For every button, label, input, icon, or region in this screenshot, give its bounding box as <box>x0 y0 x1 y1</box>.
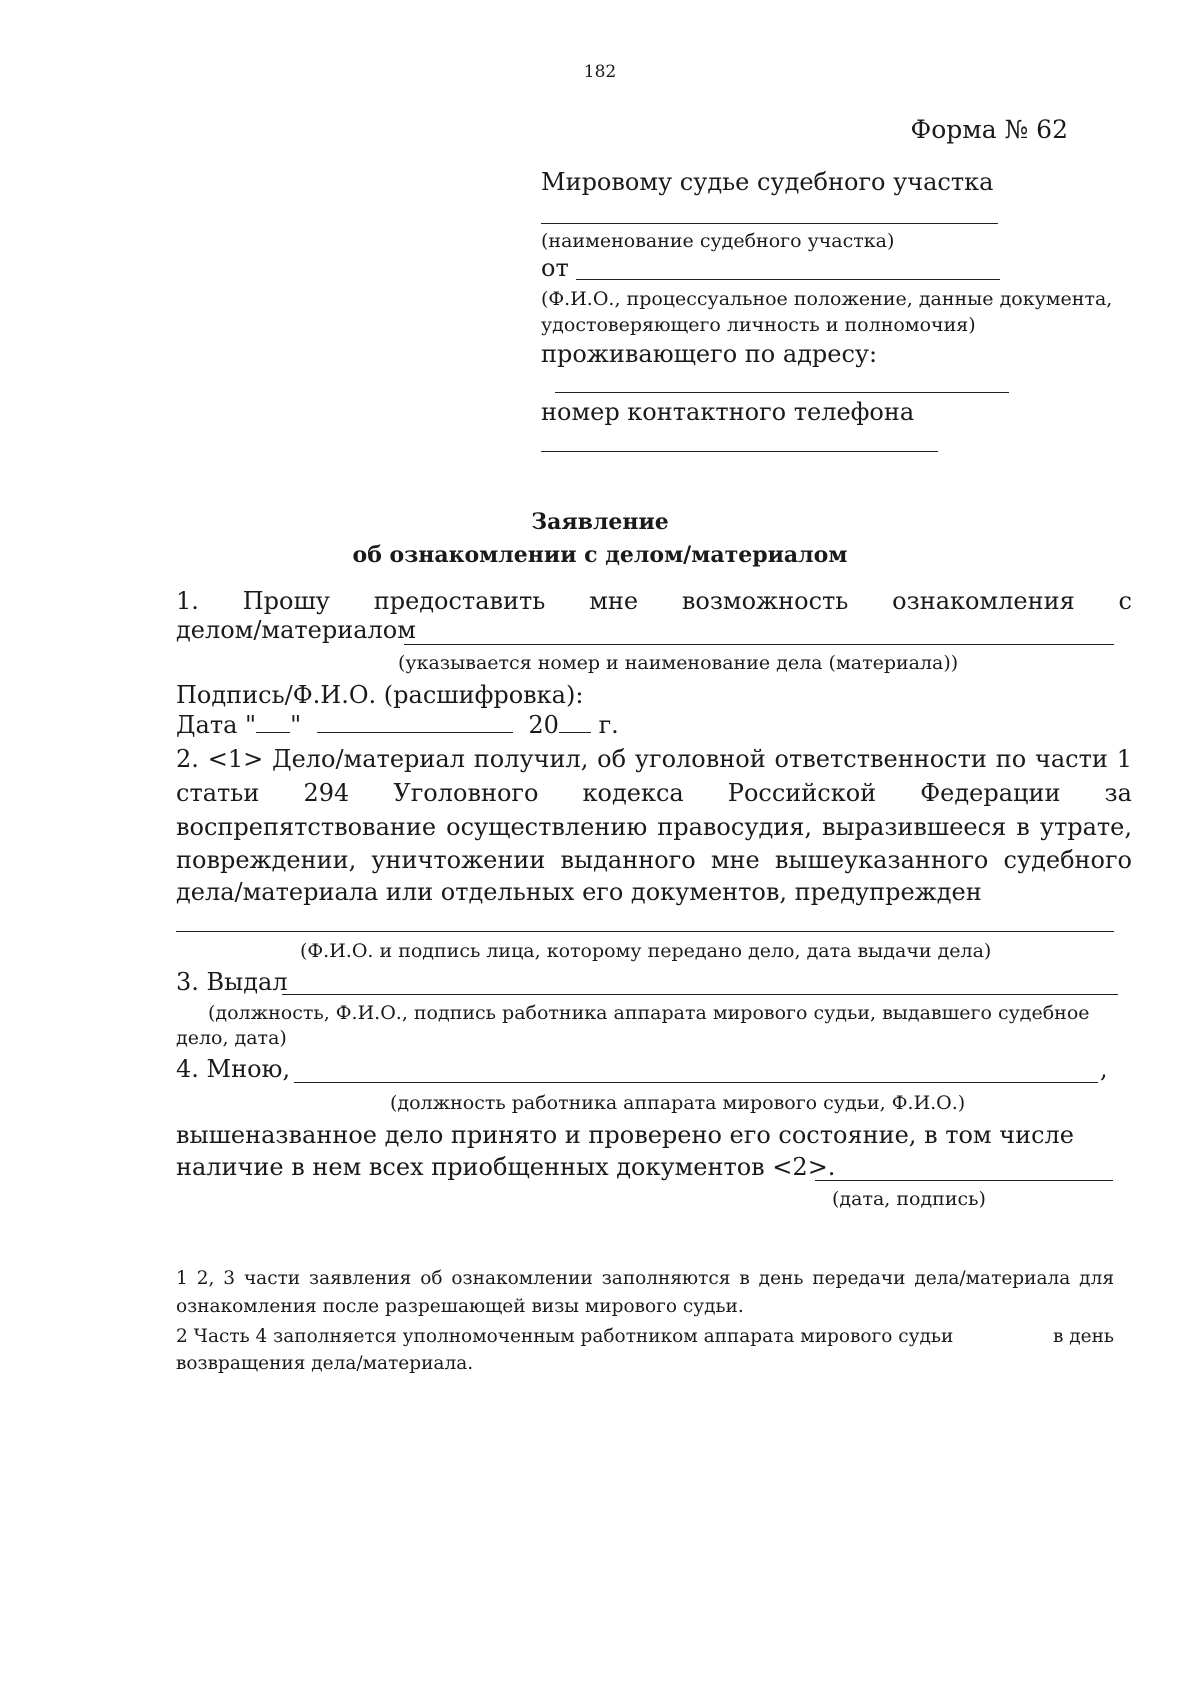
footnote-2-tail: в день <box>1052 1326 1114 1347</box>
fio-caption: (Ф.И.О., процессуальное положение, данные документа, <box>541 288 1113 310</box>
date-signature-caption: (дата, подпись) <box>832 1188 986 1210</box>
date-line <box>176 711 619 739</box>
footnote-2-text: 2 Часть 4 заполняется уполномоченным работником аппарата мирового судьи <box>176 1326 954 1347</box>
word: за <box>1104 779 1132 807</box>
case-caption: (указывается номер и наименование дела (материала)) <box>398 652 959 674</box>
phone-blank <box>541 451 938 452</box>
section1-line1 <box>176 587 1132 615</box>
fio-caption-2: удостоверяющего личность и полномочия) <box>541 314 976 336</box>
court-caption: (наименование судебного участка) <box>541 230 895 252</box>
address-blank <box>555 392 1009 393</box>
footnote-1: 1 2, 3 части заявления об ознакомлении заполняются в день передачи дела/материала для <box>176 1268 1114 1289</box>
footnote-2-cont: возвращения дела/материала. <box>176 1353 474 1374</box>
signature-label: Подпись/Ф.И.О. (расшифровка): <box>176 681 584 709</box>
received-caption: (должность работника аппарата мирового судьи, Ф.И.О.) <box>390 1092 966 1114</box>
section4-line3: наличие в нем всех приобщенных документов <2>. <box>176 1153 836 1181</box>
footnote-2 <box>176 1326 1114 1347</box>
word: вышеуказанного <box>774 846 989 874</box>
date-label: Дата " <box>176 711 257 739</box>
word: ознакомления <box>892 587 1075 615</box>
document-title: Заявление <box>531 509 669 535</box>
footnote-1-cont: ознакомления после разрешающей визы мирового судьи. <box>176 1296 744 1317</box>
year-prefix: 20 <box>528 711 559 739</box>
from-label: от <box>541 254 569 282</box>
case-label: делом/материалом <box>176 616 416 644</box>
issued-caption-2: дело, дата) <box>176 1027 287 1049</box>
applicant-blank <box>576 279 1000 280</box>
received-comma: , <box>1100 1055 1108 1083</box>
section2-line5: дела/материала или отдельных его документов, предупрежден <box>176 878 982 906</box>
phone-label: номер контактного телефона <box>541 398 915 426</box>
word: 294 <box>303 779 350 807</box>
date-quote: " <box>290 711 302 739</box>
issued-blank <box>282 994 1118 995</box>
word: судебного <box>1003 846 1132 874</box>
document-subtitle: об ознакомлении с делом/материалом <box>352 542 848 568</box>
word: кодекса <box>582 779 684 807</box>
section4-line2: вышеназванное дело принято и проверено его состояние, в том числе <box>176 1121 1074 1149</box>
year-blank <box>559 712 591 733</box>
case-blank <box>404 644 1114 645</box>
page-number: 182 <box>583 62 617 82</box>
received-blank <box>294 1082 1098 1083</box>
court-blank <box>541 223 998 224</box>
word: Федерации <box>920 779 1061 807</box>
section2-line4 <box>176 846 1132 874</box>
section2-line1: 2. <1> Дело/материал получил, об уголовной ответственности по части 1 <box>176 745 1132 773</box>
issued-caption: (должность, Ф.И.О., подпись работника аппарата мирового судьи, выдавшего судебное <box>208 1002 1090 1024</box>
form-number: Форма № 62 <box>910 115 1068 144</box>
recipient-caption: (Ф.И.О. и подпись лица, которому передано дело, дата выдачи дела) <box>300 940 992 962</box>
recipient-blank <box>176 931 1114 932</box>
day-blank <box>256 712 290 733</box>
received-label: 4. Мною, <box>176 1055 291 1083</box>
date-signature-blank <box>815 1180 1113 1181</box>
word: с <box>1118 587 1132 615</box>
word: статьи <box>176 779 260 807</box>
word: 1. Прошу <box>176 587 330 615</box>
year-suffix: г. <box>598 711 619 739</box>
issued-label: 3. Выдал <box>176 968 288 996</box>
word: Уголовного <box>393 779 539 807</box>
word: предоставить <box>373 587 546 615</box>
month-blank <box>317 712 513 733</box>
phrase: повреждении, уничтожении выданного мне <box>176 846 760 874</box>
word: возможность <box>681 587 849 615</box>
section2-line3: воспрепятствование осуществлению правосудия, выразившееся в утрате, <box>176 813 1132 841</box>
section2-line2 <box>176 779 1132 807</box>
residing-label: проживающего по адресу: <box>541 340 878 368</box>
word: Российской <box>727 779 877 807</box>
word: мне <box>589 587 639 615</box>
addressee-line: Мировому судье судебного участка <box>541 168 994 196</box>
